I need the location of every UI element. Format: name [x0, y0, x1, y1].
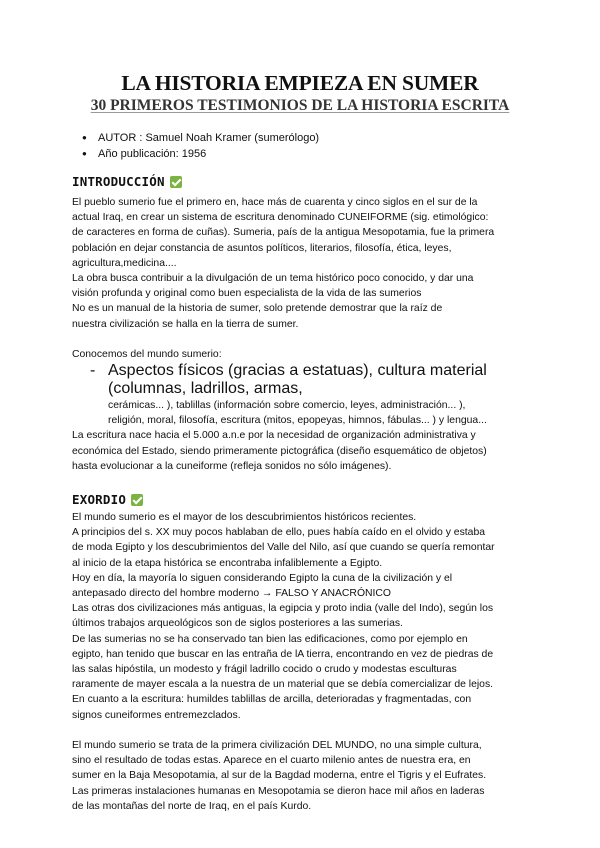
- paragraph-line: Las otras dos civilizaciones más antiguas, la egipcia y proto india (valle del Indo), según los: [72, 603, 494, 615]
- paragraph-line: nuestra civilización se halla en la tierra de sumer.: [72, 318, 299, 330]
- paragraph-line: sino el resultado de todas estas. Aparece en el cuarto milenio antes de nuestra era, en: [72, 755, 471, 767]
- known-label: Conocemos del mundo sumerio:: [72, 348, 222, 360]
- paragraph-line: La escritura nace hacia el 5.000 a.n.e por la necesidad de organización administrativa y: [72, 430, 476, 442]
- paragraph-line: Hoy en día, la mayoría lo siguen considerando Egipto la cuna de la civilización y el: [72, 572, 453, 584]
- paragraph-line: El mundo sumerio se trata de la primera civilización DEL MUNDO, no una simple cultura,: [72, 739, 482, 751]
- paragraph-line: las salas hipóstila, un modesto y frágil ladrillo cocido o crudo y modestas esculturas: [72, 664, 457, 676]
- paragraph-line: El pueblo sumerio fue el primero en, hace más de cuarenta y cinco siglos en el sur de la: [72, 197, 478, 208]
- paragraph-line: al inicio de la etapa histórica se encontraba infaliblemente a Egipto.: [72, 557, 383, 569]
- paragraph-line: No es un manual de la historia de sumer, solo pretende demostrar que la raíz de: [72, 303, 443, 315]
- check-mark-icon: [170, 176, 182, 188]
- paragraph-line: sumer en la Baja Mesopotamia, al sur de la Bagdad moderna, entre el Tigris y el Eufrates.: [72, 770, 487, 782]
- paragraph-line: población en dejar constancia de asuntos políticos, literarios, filosofía, ética, leyes,: [72, 242, 452, 254]
- list-item-continuation: cerámicas... ), tablillas (información sobre comercio, leyes, administración... ),: [108, 400, 466, 412]
- paragraph-line: A principios del s. XX muy pocos hablaban de ello, pues había caído en el olvido y estaba: [72, 527, 486, 539]
- section-heading-exordio: [72, 492, 528, 507]
- list-item-text: Aspectos físicos (gracias a estatuas), cultura material (columnas, ladrillos, armas,: [108, 362, 487, 398]
- paragraph-line: De las sumerias no se ha conservado tan bien las edificaciones, como por ejemplo en: [72, 633, 468, 645]
- paragraph-line: actual Iraq, en crear un sistema de escritura denominado CUNEIFORME (sig. etimológico:: [72, 212, 489, 224]
- intro-body: [72, 195, 528, 474]
- paragraph-line: de las montañas del norte de Iraq, en el país Kurdo.: [72, 800, 312, 812]
- paragraph-line: de caracteres en forma de cuñas). Sumeria, país de la antigua Mesopotamia, fue la primera: [72, 227, 495, 239]
- paragraph-line: El mundo sumerio es el mayor de los descubrimientos históricos recientes.: [72, 512, 417, 524]
- paragraph-line: visión profunda y original como buen especialista de la vida de las sumerios: [72, 288, 422, 300]
- paragraph-line: egipto, han tenido que buscar en las entraña de lA tierra, encontrando en vez de piedras de: [72, 648, 494, 660]
- paragraph-line: de moda Egipto y los descubrimientos del Valle del Nilo, así que cuando se quería remontar: [72, 542, 495, 554]
- paragraph-line: En cuanto a la escritura: humildes tablillas de arcilla, deterioradas y fragmentadas, con: [72, 694, 472, 706]
- paragraph-line: raramente de mayer escala a la nuestra de un material que se debía comercializar de lejos.: [72, 679, 494, 691]
- heading-text: EXORDIO: [72, 492, 127, 508]
- paragraph-line: La obra busca contribuir a la divulgación de un tema histórico poco conocido, y dar una: [72, 273, 474, 285]
- section-heading-introduccion: [72, 174, 528, 189]
- paragraph-line: agricultura,medicina....: [72, 257, 177, 269]
- aspects-list: [72, 362, 528, 398]
- page-title: LA HISTORIA EMPIEZA EN SUMER: [121, 71, 479, 95]
- document-page: [72, 70, 528, 814]
- page-subtitle: 30 PRIMEROS TESTIMONIOS DE LA HISTORIA ESCRITA: [90, 97, 510, 114]
- list-item: [72, 362, 528, 398]
- paragraph-line: signos cuneiformes entremezclados.: [72, 709, 241, 721]
- list-item-continuation: religión, moral, filosofía, escritura (mitos, epopeyas, himnos, fábulas... ) y lengua...: [108, 415, 487, 427]
- meta-year: ● Año publicación: 1956: [72, 146, 528, 162]
- check-mark-icon: [131, 494, 143, 506]
- paragraph-line: económica del Estado, siendo primeramente pictográfica (diseño esquemático de objetos): [72, 445, 487, 457]
- paragraph-line: Las primeras instalaciones humanas en Mesopotamia se dieron hace mil años en laderas: [72, 785, 485, 797]
- heading-text: INTRODUCCIÓN: [72, 174, 165, 189]
- exordio-body: [72, 510, 528, 814]
- meta-author: ● AUTOR : Samuel Noah Kramer (sumerólogo): [72, 130, 528, 146]
- paragraph-line: hasta evolucionar a la cuneiforme (refleja sonidos no sólo imágenes).: [72, 460, 392, 472]
- meta-list: [72, 130, 528, 162]
- paragraph-line: antepasado directo del hombre moderno → FALSO Y ANACRÓNICO: [72, 588, 391, 600]
- paragraph-line: últimos trabajos arqueológicos son de siglos posteriores a las sumerias.: [72, 618, 403, 630]
